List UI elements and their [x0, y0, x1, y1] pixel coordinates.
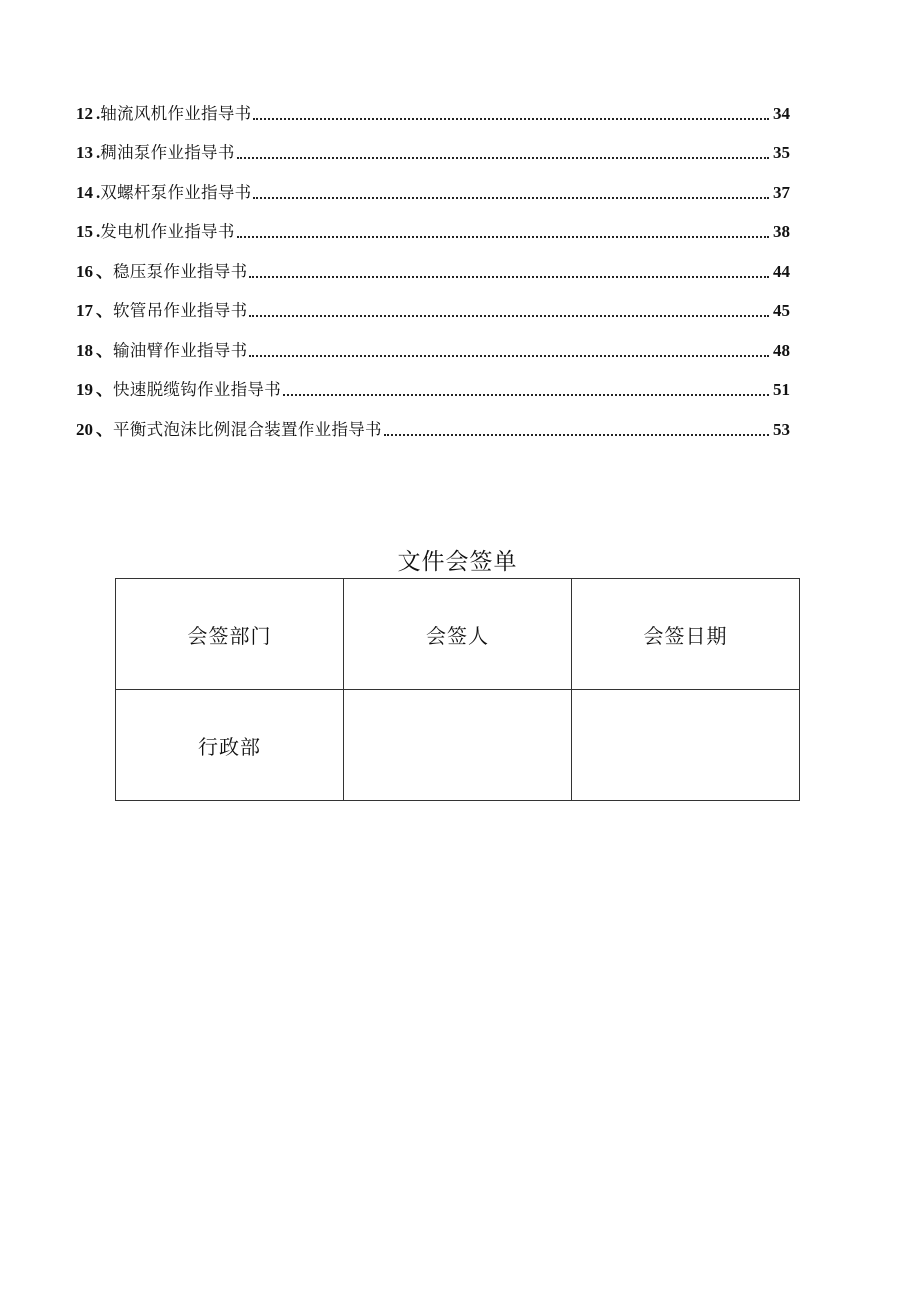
- toc-entry-title: 双螺杆泵作业指导书: [100, 182, 252, 202]
- header-sign-date: 会签日期: [572, 579, 800, 690]
- toc-entry-separator: 、: [96, 301, 113, 320]
- toc-entry-title: 稳压泵作业指导书: [113, 261, 248, 281]
- toc-entry-number: 16: [76, 261, 93, 281]
- sign-sheet-table: [115, 578, 800, 801]
- table-row: [116, 690, 800, 801]
- toc-entry-title: 软管吊作业指导书: [113, 301, 248, 320]
- toc-entry-separator: 、: [96, 419, 113, 439]
- toc-entry-number: 19: [76, 380, 93, 399]
- header-signer: 会签人: [344, 579, 572, 690]
- toc-entry-page: 38: [773, 222, 790, 241]
- toc-entry-title: 稠油泵作业指导书: [100, 143, 235, 162]
- cell-sign-date[interactable]: [572, 690, 800, 801]
- toc-entry-title: 轴流风机作业指导书: [100, 103, 252, 123]
- toc-entry-separator: .: [96, 103, 101, 123]
- toc-entry-separator: 、: [96, 380, 113, 399]
- toc-entry-separator: .: [96, 222, 101, 241]
- toc-entry-page: 35: [773, 143, 790, 162]
- toc-dot-leader: [237, 235, 769, 238]
- toc-entry-page: 51: [773, 380, 790, 399]
- sign-sheet-title: 文件会签单: [397, 549, 518, 575]
- toc-entry-page: 34: [773, 103, 790, 123]
- toc-dot-leader: [249, 354, 769, 357]
- toc-entry-page: 45: [773, 301, 790, 320]
- toc-dot-leader: [253, 117, 769, 120]
- toc-entry-number: 14: [76, 182, 93, 202]
- toc-dot-leader: [384, 433, 769, 436]
- toc-entry-number: 12: [76, 103, 93, 123]
- toc-entry-12[interactable]: [76, 86, 790, 126]
- toc-entry-separator: .: [96, 182, 101, 202]
- toc-entry-number: 20: [76, 419, 93, 439]
- toc-entry-title: 平衡式泡沫比例混合装置作业指导书: [113, 419, 382, 439]
- header-department: 会签部门: [116, 579, 344, 690]
- toc-entry-separator: 、: [96, 340, 113, 360]
- table-header-row: [116, 579, 800, 690]
- toc-dot-leader: [253, 196, 769, 199]
- toc-entry-15[interactable]: [76, 205, 790, 245]
- toc-entry-14[interactable]: [76, 165, 790, 205]
- toc-entry-13[interactable]: [76, 126, 790, 166]
- toc-entry-title: 快速脱缆钩作业指导书: [113, 380, 281, 399]
- toc-entry-17[interactable]: [76, 284, 790, 324]
- toc-entry-separator: 、: [96, 261, 113, 281]
- toc-entry-20[interactable]: [76, 402, 790, 442]
- table-of-contents: [76, 86, 790, 442]
- toc-dot-leader: [283, 393, 769, 396]
- toc-entry-page: 44: [773, 261, 790, 281]
- toc-entry-page: 37: [773, 182, 790, 202]
- toc-entry-title: 发电机作业指导书: [100, 222, 235, 241]
- toc-entry-page: 48: [773, 340, 790, 360]
- toc-entry-18[interactable]: [76, 323, 790, 363]
- cell-department: 行政部: [116, 690, 344, 801]
- cell-signer[interactable]: [344, 690, 572, 801]
- toc-entry-title: 输油臂作业指导书: [113, 340, 248, 360]
- toc-dot-leader: [249, 275, 769, 278]
- toc-entry-page: 53: [773, 419, 790, 439]
- toc-entry-19[interactable]: [76, 363, 790, 403]
- toc-dot-leader: [237, 156, 769, 159]
- toc-dot-leader: [249, 314, 769, 317]
- toc-entry-16[interactable]: [76, 244, 790, 284]
- toc-entry-number: 15: [76, 222, 93, 241]
- toc-entry-number: 17: [76, 301, 93, 320]
- toc-entry-separator: .: [96, 143, 101, 162]
- toc-entry-number: 13: [76, 143, 93, 162]
- toc-entry-number: 18: [76, 340, 93, 360]
